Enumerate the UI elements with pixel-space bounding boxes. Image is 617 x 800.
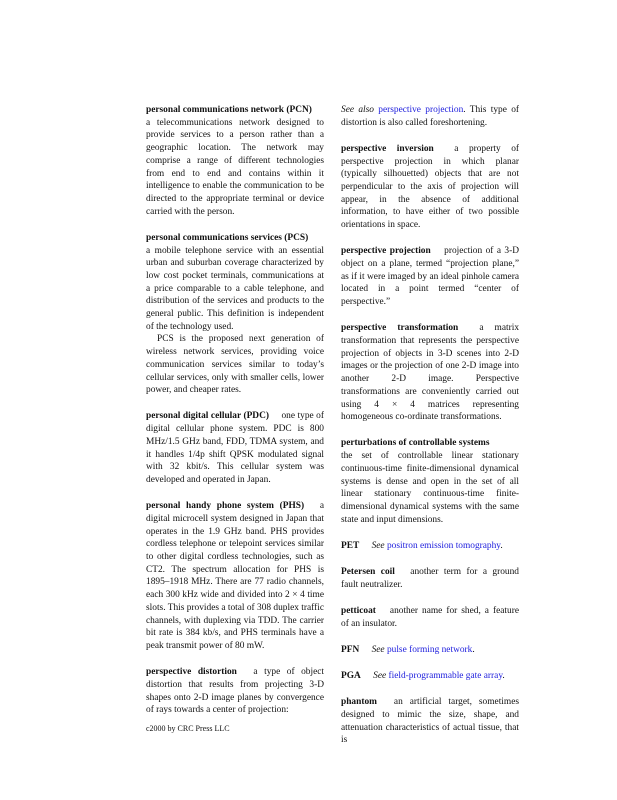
entry-definition: a matrix transformation that represents the perspective projection of objects in 3-D scenes into 2-D images or the projection of one 2-D image into another 2-D image. Perspective transformations are conveniently carried out using 4 × 4 matrices representing homogeneous co-ordinate transformations.	[341, 323, 520, 423]
entry-pfn	[341, 644, 519, 657]
entry-pdc	[146, 410, 324, 486]
cross-reference-link[interactable]: positron emission tomography	[386, 540, 501, 551]
entry-definition: the set of controllable linear stationary continuous-time finite-dimensional dynamical systems is dense and open in the set of all linear stationary continuous-time finite-dimensional dynamical systems with the same state and input dimensions.	[341, 451, 519, 525]
entry-term: perspective transformation	[341, 323, 459, 334]
entry-term: personal communications network (PCN)	[146, 105, 312, 115]
entry-petticoat	[341, 605, 519, 630]
entry-perspective-inversion	[341, 143, 519, 232]
see-also-link[interactable]: perspective projection	[378, 105, 464, 115]
entry-definition: a mobile telephone service with an essential urban and suburban coverage characterized by low cost pocket terminals, communications at a price comparable to a cable telephone, and distribution of the services and products to the general public. This definition is independent of the technology used.	[146, 245, 324, 332]
entry-phs	[146, 500, 324, 652]
entry-definition: projection of a 3-D object on a plane, termed “projection plane,” as if it were imaged by an ideal pinhole camera located in a point termed “center of perspective.”	[341, 246, 520, 308]
entry-perspective-transformation	[341, 322, 519, 424]
entry-definition: an artificial target, sometimes designed to mimic the size, shape, and attenuation characteristics of actual tissue, that is	[341, 697, 520, 746]
entry-definition: another name for shed, a feature of an insulator.	[341, 606, 519, 629]
cross-reference-link[interactable]: pulse forming network	[386, 644, 473, 655]
entry-definition: one type of digital cellular phone system. PDC is 800 MHz/1.5 GHz band, FDD, TDMA system, and it handles 1/4p shift QPSK modulated signal with 32 kbit/s. This cellular system was developed and operated in Japan.	[146, 411, 324, 485]
entry-term: personal communications services (PCS)	[146, 232, 309, 243]
see-label: See	[371, 644, 385, 655]
entry-end: .	[472, 644, 475, 655]
entry-perturbations	[341, 437, 519, 526]
entry-term: personal digital cellular (PDC)	[146, 411, 269, 422]
see-label: See	[373, 671, 387, 682]
entry-end: .	[500, 540, 503, 551]
entry-term: personal handy phone system (PHS)	[146, 501, 305, 512]
copyright-footer: c2000 by CRC Press LLC	[146, 724, 230, 733]
entry-term: Petersen coil	[341, 567, 395, 578]
entry-term: PGA	[341, 671, 361, 682]
entry-term: PFN	[341, 644, 360, 655]
entry-term: phantom	[341, 697, 377, 708]
entry-term: perspective distortion	[146, 667, 237, 678]
right-column	[341, 104, 519, 761]
entry-paragraph: PCS is the proposed next generation of wireless network services, providing voice communication services similar to today’s cellular services, only with smaller cells, lower power, and cheaper rates.	[146, 334, 324, 396]
entry-perspective-distortion	[146, 666, 324, 717]
see-also-label: See also	[341, 105, 374, 115]
entry-end: .	[502, 671, 505, 682]
entry-definition: a type of object distortion that results from projecting 3-D shapes onto 2-D image planes by convergence of rays towards a center of projection:	[146, 667, 324, 716]
entry-pcn	[146, 104, 324, 218]
cross-reference-link[interactable]: field-programmable gate array	[388, 671, 503, 682]
entry-term: PET	[341, 540, 360, 551]
entry-definition: a property of perspective projection in which planar (typically silhouetted) objects that are not perpendicular to the axis of projection will appear, in the absence of additional information, to have either of two possible orientations in space.	[341, 143, 520, 231]
see-label: See	[371, 540, 385, 551]
entry-term: perspective inversion	[341, 143, 434, 154]
entry-perspective-projection	[341, 245, 519, 309]
entry-pga	[341, 670, 519, 683]
left-column	[146, 104, 324, 730]
entry-definition: another term for a ground fault neutralizer.	[341, 567, 519, 590]
entry-term: perturbations of controllable systems	[341, 438, 490, 449]
entry-term: perspective projection	[341, 246, 431, 257]
entry-continuation	[341, 104, 519, 129]
entry-pcs	[146, 232, 324, 397]
entry-pet	[341, 540, 519, 553]
continuation-text: . This type of distortion is also called foreshortening.	[341, 105, 520, 128]
entry-petersen-coil	[341, 566, 519, 591]
entry-phantom	[341, 696, 519, 747]
entry-definition: a digital microcell system designed in Japan that operates in the 1.9 GHz band. PHS provides cordless telephone or telepoint services similar to other digital cordless technologies, such as CT2. The spectrum allocation for PHS is 1895–1918 MHz. There are 77 radio channels, each 300 kHz wide and divided into 2 × 4 time slots. This provides a total of 308 duplex traffic channels, with duplexing via TDD. The carrier bit rate is 384 kb/s, and PHS terminals have a peak transmit power of 80 mW.	[146, 501, 325, 651]
entry-definition: a telecommunications network designed to provide services to a person rather than a geographic location. The network may comprise a range of different technologies from end to end and contains within it intelligence to enable the communication to be directed to the appropriate terminal or device carried with the person.	[146, 117, 324, 217]
entry-term: petticoat	[341, 606, 376, 616]
